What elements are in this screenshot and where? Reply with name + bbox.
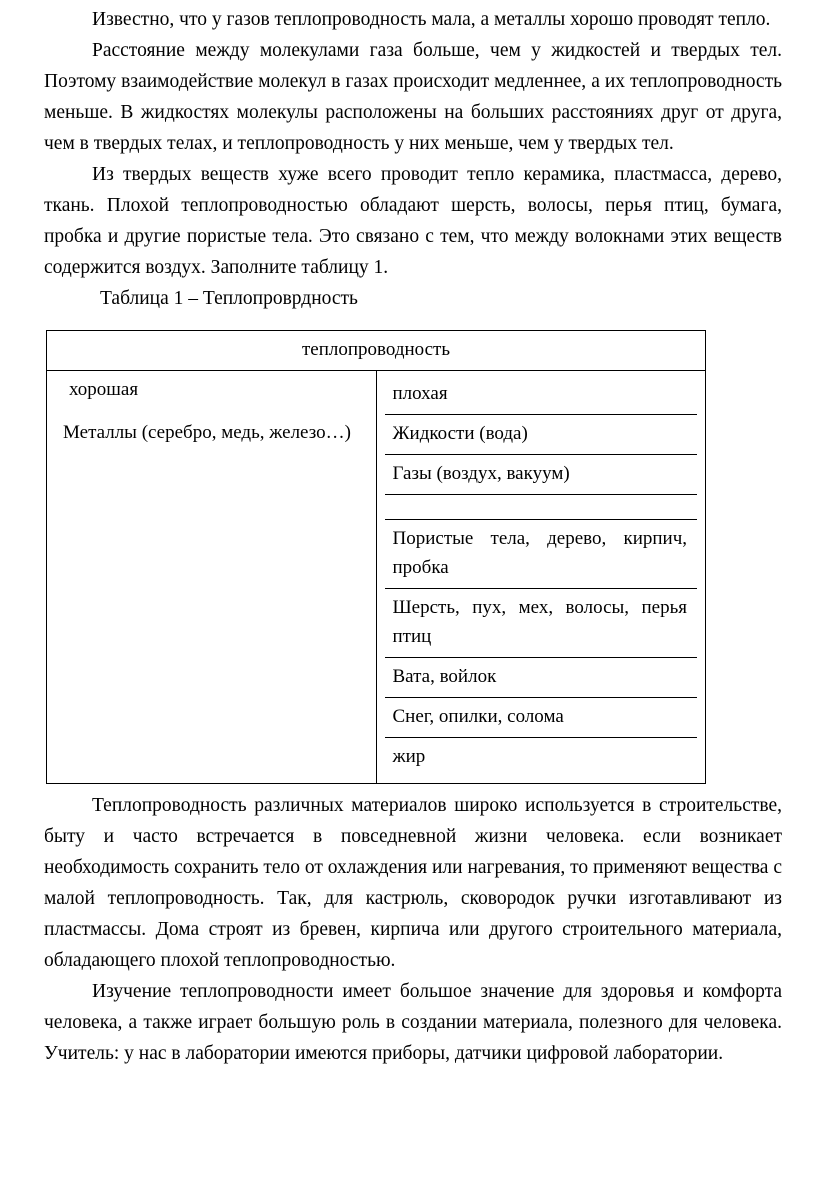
thermal-conductivity-table-wrapper xyxy=(46,330,782,784)
table-caption: Таблица 1 – Теплопроврдность xyxy=(100,288,358,309)
left-item-metals: Металлы (серебро, медь, железо…) xyxy=(63,422,351,443)
right-item-empty xyxy=(385,495,698,520)
paragraph-2: Расстояние между молекулами газа больше, чем у жидкостей и твердых тел. Поэтому взаимодействие молекул в газах происходит медленнее, а их теплопроводность меньше. В жидкостях молекулы расположены на больших расстояниях друг от друга, чем в твердых телах, и теплопроводность у них меньше, чем у твердых тел. xyxy=(44,40,782,154)
table-header-cell: теплопроводность xyxy=(47,331,706,371)
paragraph-5: Изучение теплопроводности имеет большое значение для здоровья и комфорта человека, а также играет большую роль в создании материала, полезного для человека. Учитель: у нас в лаборатории имеются приборы, датчики цифровой лаборатории. xyxy=(44,981,782,1064)
right-item-fat: жир xyxy=(392,746,426,767)
paragraph-1: Известно, что у газов теплопроводность мала, а металлы хорошо проводят тепло. xyxy=(92,9,771,30)
table-header-row xyxy=(47,331,706,371)
right-item-bad: плохая xyxy=(385,375,698,415)
table-left-column xyxy=(47,371,377,784)
thermal-conductivity-table xyxy=(46,330,706,784)
right-item-liquids: Жидкости (вода) xyxy=(385,415,698,455)
table-body-row xyxy=(47,371,706,784)
after-table-text xyxy=(44,790,782,1069)
table-right-column xyxy=(376,371,706,784)
right-item-gases: Газы (воздух, вакуум) xyxy=(385,455,698,495)
right-item-cotton: Вата, войлок xyxy=(385,658,698,698)
paragraph-4: Теплопроводность различных материалов широко используется в строительстве, быту и часто встречается в повседневной жизни человека. если возникает необходимость сохранить тело от охлаждения или нагревания, то применяют вещества с малой теплопроводность. Так, для кастрюль, сковородок ручки изготавливают из пластмассы. Дома строят из бревен, кирпича или другого строительного материала, обладающего плохой теплопроводностью. xyxy=(44,795,782,971)
right-item-snow: Снег, опилки, солома xyxy=(385,698,698,738)
left-item-good: хорошая xyxy=(69,379,139,400)
right-item-wool: Шерсть, пух, мех, волосы, перья птиц xyxy=(385,589,698,658)
right-item-porous: Пористые тела, дерево, кирпич, пробка xyxy=(385,520,698,589)
paragraph-3: Из твердых веществ хуже всего проводит тепло керамика, пластмасса, дерево, ткань. Плохой теплопроводностью обладают шерсть, волосы, перья птиц, бумага, пробка и другие пористые тела. Это связано с тем, что между волокнами этих веществ содержится воздух. Заполните таблицу 1. xyxy=(44,164,782,278)
